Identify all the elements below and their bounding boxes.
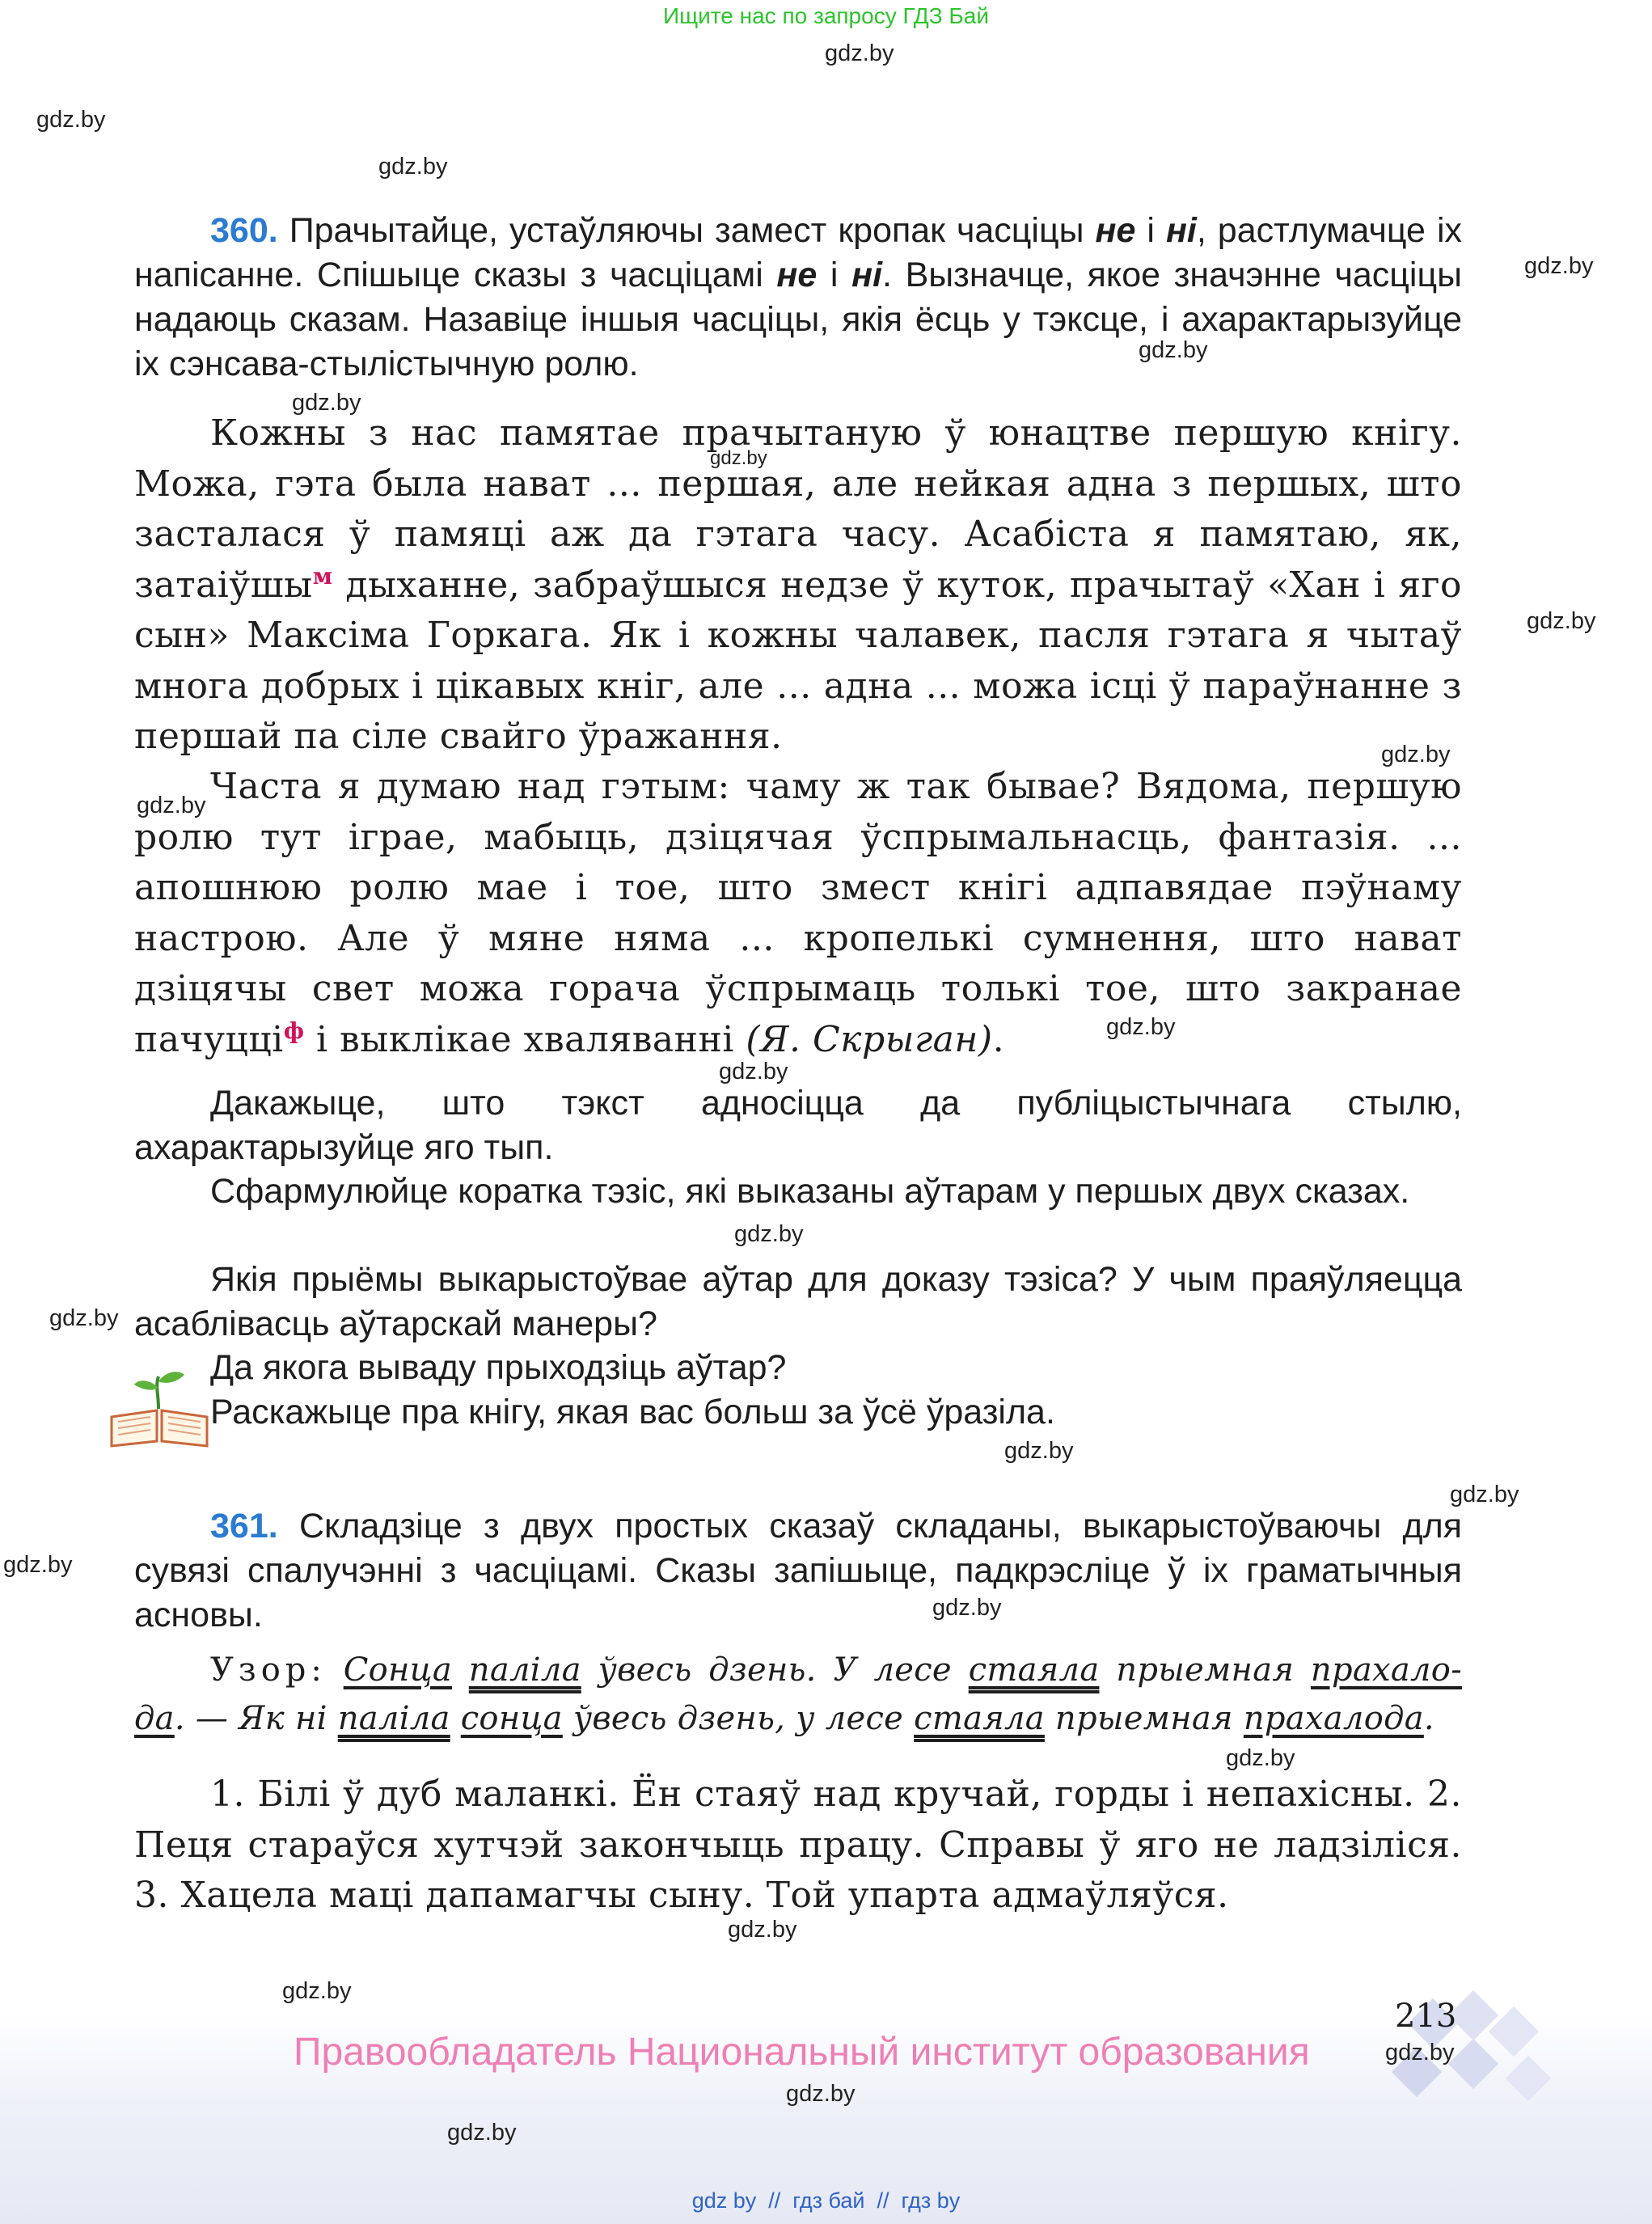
watermark: gdz.by [378, 154, 448, 180]
sample-label: Узор: [210, 1651, 327, 1689]
watermark: gdz.by [1450, 1482, 1519, 1507]
watermark: gdz.by [1106, 1014, 1176, 1040]
question: Раскажыце пра кнігу, якая вас больш за ўсё ўразіла. [210, 1393, 1055, 1431]
watermark: gdz.by [1381, 742, 1451, 767]
watermark: gdz.by [710, 447, 767, 469]
footnote-mark: ф [283, 1017, 305, 1044]
watermark: gdz.by [49, 1305, 119, 1331]
copyright-notice: Правообладатель Национальный институт образования [294, 2031, 1310, 2074]
exercise-361-sentences: 1. Білі ў дуб маланкі. Ён стаяў над кручай, горды і непахісны. 2. Пеця стараўся хутчэй закончыць працу. Справы ў яго не ладзіліся. 3. Хацела маці дапамагчы сыну. Той упарта адмаўляўся. [134, 1774, 1462, 1916]
page-number: 213 [1395, 1998, 1457, 2035]
watermark: gdz.by [1385, 2040, 1455, 2065]
watermark: gdz.by [137, 793, 206, 818]
watermark: gdz.by [728, 1917, 797, 1943]
watermark: gdz.by [719, 1059, 788, 1085]
question: Дакажыце, што тэкст адносіцца да публіцыстычнага стылю, ахарактарызуйце яго тып. [134, 1084, 1462, 1167]
watermark: gdz.by [932, 1595, 1002, 1621]
watermark: gdz.by [1524, 253, 1594, 279]
book-sprout-icon [107, 1367, 212, 1448]
exercise-361-task: 361. Складзіце з двух простых сказаў складаны, выкарыстоўваючы для сувязі спалучэнні з часціцамі. Сказы запішыце, падкрэсліце ў іх граматычныя асновы. [134, 1507, 1462, 1634]
watermark: gdz.by [3, 1552, 73, 1578]
question: Сфармулюйце коратка тэзіс, які выказаны аўтарам у першых двух сказах. [210, 1172, 1410, 1211]
sample: Узор: Сонца паліла ўвесь дзень. У лесе стаяла прыемная прахало- да. — Як ні паліла сонца ўвесь дзень, у лесе стаяла прыемная прахалода. [134, 1651, 1463, 1737]
watermark: gdz.by [825, 40, 894, 66]
watermark: gdz.by [1004, 1438, 1074, 1464]
watermark: gdz.by [282, 1978, 352, 2004]
watermark: gdz.by [36, 107, 106, 133]
bottom-links[interactable]: gdz by // гдз бай // гдз by [691, 2188, 961, 2213]
watermark: gdz.by [1226, 1745, 1295, 1771]
watermark: gdz.by [734, 1221, 804, 1247]
search-hint: Ищите нас по запросу ГДЗ Бай [662, 3, 990, 28]
question: Да якога вываду прыходзіць аўтар? [210, 1348, 787, 1387]
watermark: gdz.by [1139, 337, 1208, 363]
watermark: gdz.by [292, 390, 361, 416]
watermark: gdz.by [786, 2081, 856, 2107]
exercise-360-text-paragraph-1: Кожны з нас памятае прачытаную ў юнацтве першую кнігу. Можа, гэта была нават ... першая, але нейкая адна з першых, што засталася ў памяці аж да гэтага часу. Асабіста я памятаю, як, затаіўшы$^м$ дыханне, забраўшыся недзе ў куток, прачытаў «Хан і яго сын» Максіма Горкага. Як і кожны чалавек, пасля гэтага я чытаў многа добрых і цікавых кніг, але ... адна ... можа ісці ў параўнанне з першай па сіле свайго ўражання. [134, 412, 1462, 757]
exercise-number: 361. [210, 1507, 278, 1545]
exercise-number: 360. [210, 211, 278, 250]
author-reference: (Я. Скрыган) [746, 1018, 993, 1060]
exercise-360-text-paragraph-2: Часта я думаю над гэтым: чаму ж так бывае? Вядома, першую ролю тут іграе, мабыць, дзіцячая ўспрымальнасць, фантазія. ... апошнюю ролю мае і тое, што змест кнігі адпавядае пэўнаму настрою. Але ў мяне няма ... кропелькі сумнення, што нават дзіцячы свет можа горача ўспрымаць толькі тое, што закранае пачуцці$^ф$ і выклікае хваляванні (Я. Скрыган). [134, 766, 1462, 1060]
watermark: gdz.by [1527, 608, 1596, 634]
exercise-360-task: 360. Прачытайце, устаўляючы замест кропак часціцы не і ні, растлумачце іх напісанне. Спішыце сказы з часціцамі не і ні. Вызначце, якое значэнне часціцы надаюць сказам. Назавіце іншыя часціцы, якія ёсць у тэксце, і ахарактарызуйце іх сэнсава-стылістычную ролю. [134, 211, 1463, 383]
watermark: gdz.by [447, 2120, 517, 2146]
footnote-mark: м [312, 562, 333, 590]
question: Якія прыёмы выкарыстоўвае аўтар для доказу тэзіса? У чым праяўляецца асаблівасць аўтарскай манеры? [134, 1260, 1462, 1343]
